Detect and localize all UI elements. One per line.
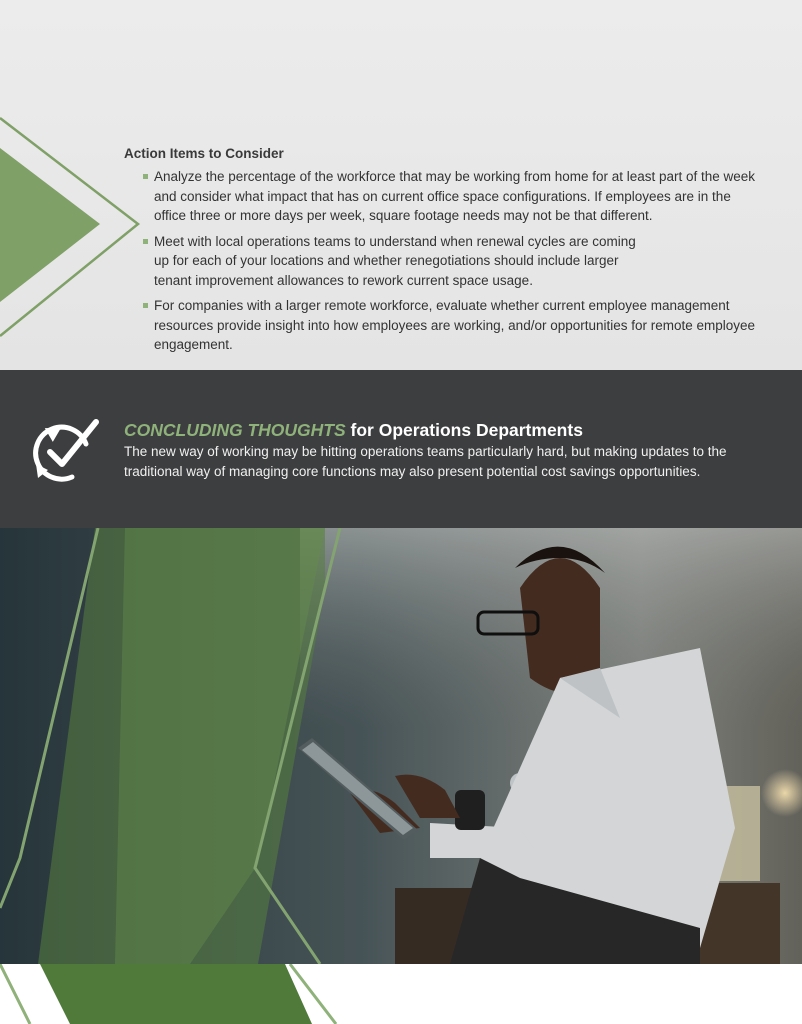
bottom-chevron-decoration bbox=[0, 964, 802, 1024]
square-bullet-icon bbox=[143, 239, 148, 244]
top-section bbox=[0, 0, 802, 370]
list-item bbox=[124, 296, 764, 355]
list-item-text: Meet with local operations teams to understand when renewal cycles are coming up for each of your locations and whether renegotiations should include larger tenant improvement allowances to rework current space usage. bbox=[154, 233, 636, 288]
concluding-body: The new way of working may be hitting operations teams particularly hard, but making updates to the traditional way of managing core functions may also present potential cost savings opportunities. bbox=[124, 444, 727, 479]
concluding-thoughts-band bbox=[0, 370, 802, 528]
action-items-title: Action Items to Consider bbox=[124, 146, 284, 161]
office-photo bbox=[0, 528, 802, 964]
action-items-list bbox=[124, 167, 764, 355]
concluding-heading-rest: for Operations Departments bbox=[345, 420, 583, 440]
square-bullet-icon bbox=[143, 174, 148, 179]
list-item bbox=[124, 167, 764, 226]
list-item bbox=[124, 232, 764, 291]
concluding-heading-highlight: CONCLUDING THOUGHTS bbox=[124, 420, 346, 440]
man-with-tablet-illustration bbox=[0, 528, 802, 964]
action-items bbox=[124, 146, 764, 361]
circular-refresh-check-icon bbox=[28, 416, 100, 488]
list-item-text: For companies with a larger remote workforce, evaluate whether current employee management resources provide insight into how employees are working, and/or opportunities for remote employee engagement. bbox=[154, 298, 756, 352]
concluding-heading bbox=[124, 420, 583, 441]
list-item-text: Analyze the percentage of the workforce that may be working from home for at least part of the week and consider what impact that has on current office space configurations. If employees are in the office three or more days per week, square footage needs may not be that different. bbox=[154, 169, 756, 223]
square-bullet-icon bbox=[143, 303, 148, 308]
